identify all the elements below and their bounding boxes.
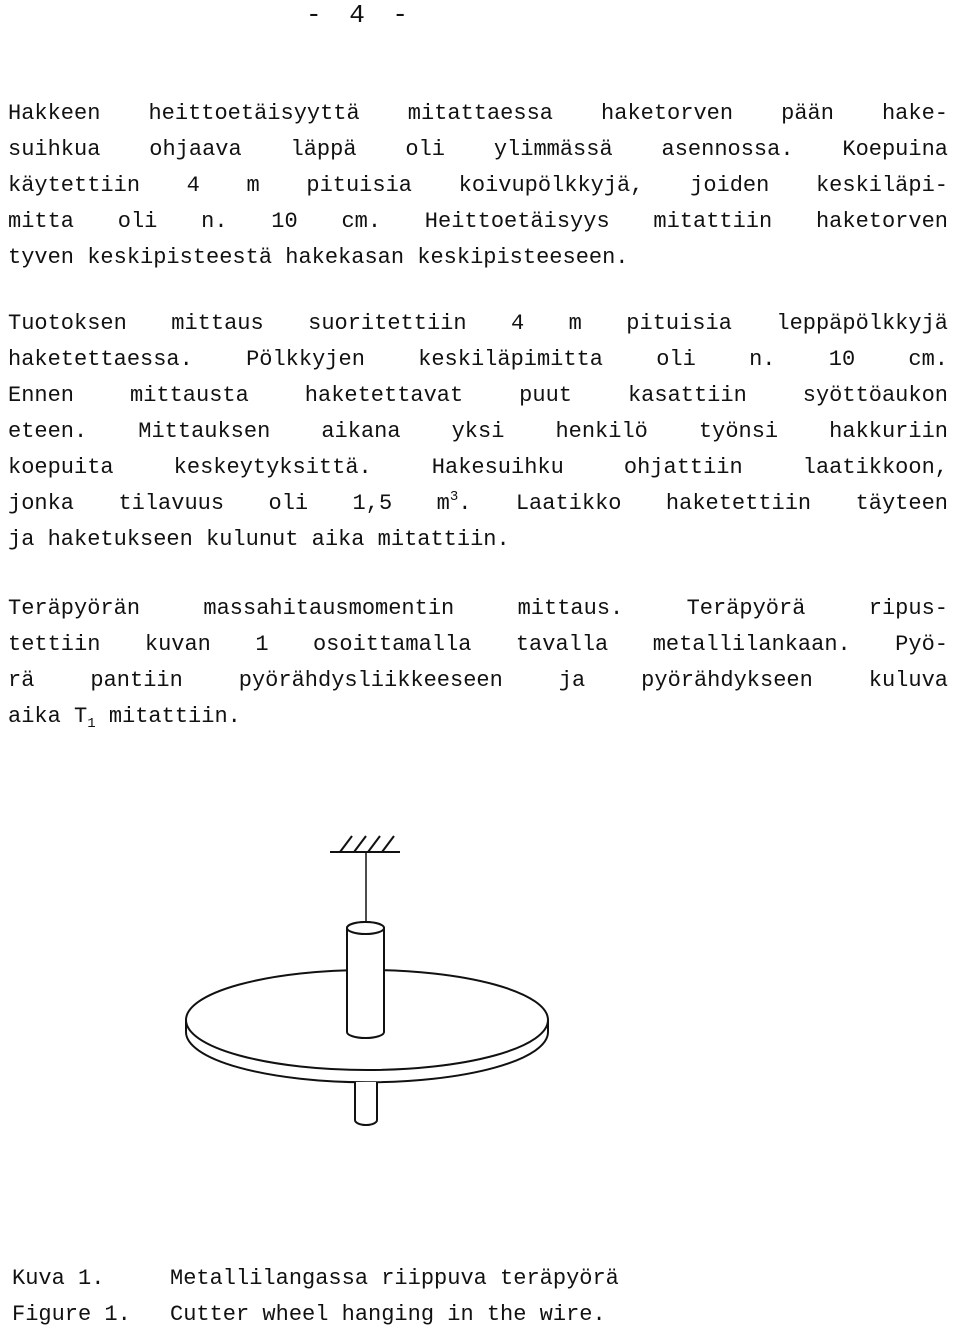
text-line: Teräpyörän massahitausmomentin mittaus. Teräpyörä ripus- [8,596,948,621]
ceiling-hatching [340,836,394,852]
text-fragment: jonka tilavuus oli 1,5 m [8,491,450,516]
text-line: tyven keskipisteestä hakekasan keskipisteeseen. [8,245,629,270]
text-line: koepuita keskeytyksittä. Hakesuihku ohjattiin laatikkoon, [8,455,948,480]
paragraph-moment-of-inertia [8,591,948,735]
text-line: käytettiin 4 m pituisia koivupölkkyjä, joiden keskiläpi- [8,173,948,198]
caption-text: Cutter wheel hanging in the wire. [170,1302,606,1327]
caption-english [12,1300,606,1330]
caption-finnish [12,1264,619,1294]
subscript-index: 1 [87,716,96,732]
text-fragment: aika T [8,704,88,729]
text-line: rä pantiin pyörähdysliikkeeseen ja pyörähdykseen kuluva [8,668,948,693]
cutter-wheel-figure [170,820,570,1180]
caption-text: Metallilangassa riippuva teräpyörä [170,1266,619,1291]
text-line: tettiin kuvan 1 osoittamalla tavalla metallilankaan. Pyö- [8,632,948,657]
text-line: haketettaessa. Pölkkyjen keskiläpimitta oli n. 10 cm. [8,347,948,372]
text-line: eteen. Mittauksen aikana yksi henkilö työnsi hakkuriin [8,419,948,444]
text-line: mitta oli n. 10 cm. Heittoetäisyys mitattiin haketorven [8,209,948,234]
text-line: Hakkeen heittoetäisyyttä mitattaessa haketorven pään hake- [8,101,948,126]
paragraph-chip-throw-distance [8,96,948,276]
text-fragment: mitattiin. [95,704,241,729]
caption-label: Kuva 1. [12,1266,105,1291]
text-line: Tuotoksen mittaus suoritettiin 4 m pituisia leppäpölkkyjä [8,311,948,336]
text-line [8,486,948,522]
text-fragment: . Laatikko haketettiin täyteen [458,491,948,516]
caption-label: Figure 1. [12,1302,131,1327]
shaft-lower [355,1082,377,1125]
superscript-exponent: 3 [449,489,459,505]
page-number: - 4 - [305,0,414,30]
paragraph-output-measurement [8,306,948,558]
text-line [8,699,948,735]
text-line: ja haketukseen kulunut aika mitattiin. [8,527,510,552]
text-line: Ennen mittausta haketettavat puut kasattiin syöttöaukon [8,383,948,408]
text-line: suihkua ohjaava läppä oli ylimmässä asennossa. Koepuina [8,137,948,162]
